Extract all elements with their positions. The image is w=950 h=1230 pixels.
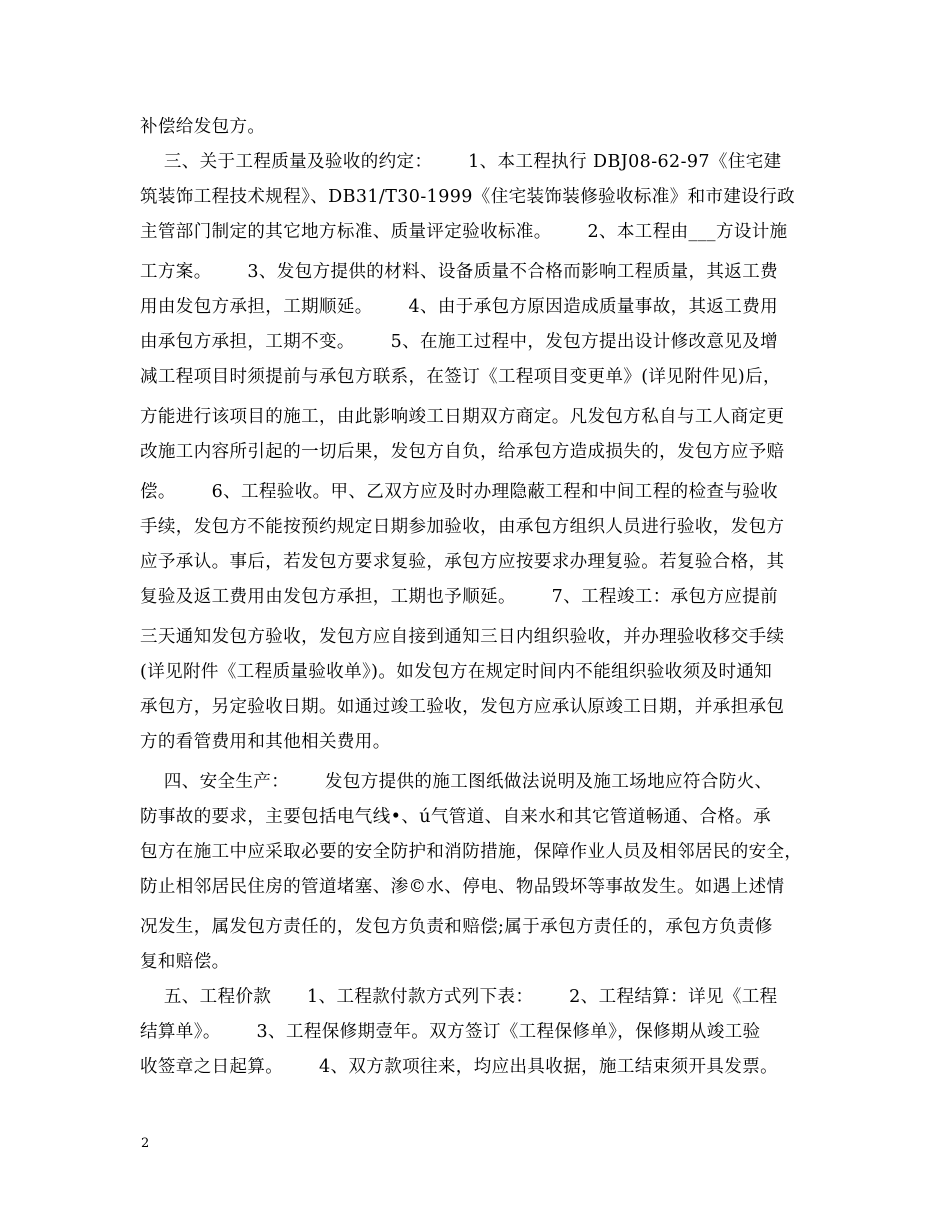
text-line: 复验及返工费用由发包方承担，工期也予顺延。 7、工程竣工：承包方应提前	[140, 587, 779, 607]
text-line: 防事故的要求，主要包括电气线•、ú气管道、自来水和其它管道畅通、合格。承	[140, 807, 771, 827]
text-line: 方能进行该项目的施工，由此影响竣工日期双方商定。凡发包方私自与工人商定更	[140, 407, 785, 427]
text-line: 承包方，另定验收日期。如通过竣工验收，发包方应承认原竣工日期，并承担承包	[140, 697, 785, 717]
text-line: 况发生，属发包方责任的，发包方负责和赔偿;属于承包方责任的，承包方负责修	[140, 917, 773, 937]
text-line: 偿。 6、工程验收。甲、乙双方应及时办理隐蔽工程和中间工程的检查与验收	[140, 482, 779, 502]
text-line: (详见附件《工程质量验收单》)。如发包方在规定时间内不能组织验收须及时通知	[140, 662, 773, 682]
text-line: 五、工程价款 1、工程款付款方式列下表： 2、工程结算：详见《工程	[140, 987, 778, 1007]
text-line: 包方在施工中应采取必要的安全防护和消防措施，保障作业人员及相邻居民的安全，	[140, 842, 803, 862]
text-line: 三、关于工程质量及验收的约定： 1、本工程执行 DBJ08-62-97《住宅建	[140, 152, 782, 172]
page-number: 2	[141, 1136, 150, 1151]
text-line: 工方案。 3、发包方提供的材料、设备质量不合格而影响工程质量，其返工费	[140, 262, 779, 282]
text-line: 用由发包方承担，工期顺延。 4、由于承包方原因造成质量事故，其返工费用	[140, 297, 779, 317]
text-line: 收签章之日起算。 4、双方款项往来，均应出具收据，施工结束须开具发票。	[140, 1057, 779, 1077]
text-line: 减工程项目时须提前与承包方联系，在签订《工程项目变更单》(详见附件见)后，	[140, 367, 781, 387]
text-line: 筑装饰工程技术规程》、DB31/T30-1999《住宅装饰装修验收标准》和市建设行政	[140, 187, 795, 207]
text-line: 主管部门制定的其它地方标准、质量评定验收标准。 2、本工程由___方设计施	[140, 222, 788, 242]
text-line: 三天通知发包方验收，发包方应自接到通知三日内组织验收，并办理验收移交手续	[140, 627, 785, 647]
text-line: 防止相邻居民住房的管道堵塞、渗©水、停电、物品毁坏等事故发生。如遇上述情	[140, 877, 785, 897]
text-line: 手续，发包方不能按预约规定日期参加验收，由承包方组织人员进行验收，发包方	[140, 517, 785, 537]
text-line: 补偿给发包方。	[140, 117, 266, 137]
text-line: 四、安全生产： 发包方提供的施工图纸做法说明及施工场地应符合防火、	[140, 772, 773, 792]
text-line: 由承包方承担，工期不变。 5、在施工过程中，发包方提出设计修改意见及增	[140, 332, 779, 352]
text-line: 方的看管费用和其他相关费用。	[140, 732, 391, 752]
text-line: 复和赔偿。	[140, 952, 230, 972]
text-line: 应予承认。事后，若发包方要求复验，承包方应按要求办理复验。若复验合格，其	[140, 552, 785, 572]
text-line: 结算单》。 3、工程保修期壹年。双方签订《工程保修单》，保修期从竣工验	[140, 1022, 761, 1042]
text-line: 改施工内容所引起的一切后果，发包方自负，给承包方造成损失的，发包方应予赔	[140, 442, 785, 462]
